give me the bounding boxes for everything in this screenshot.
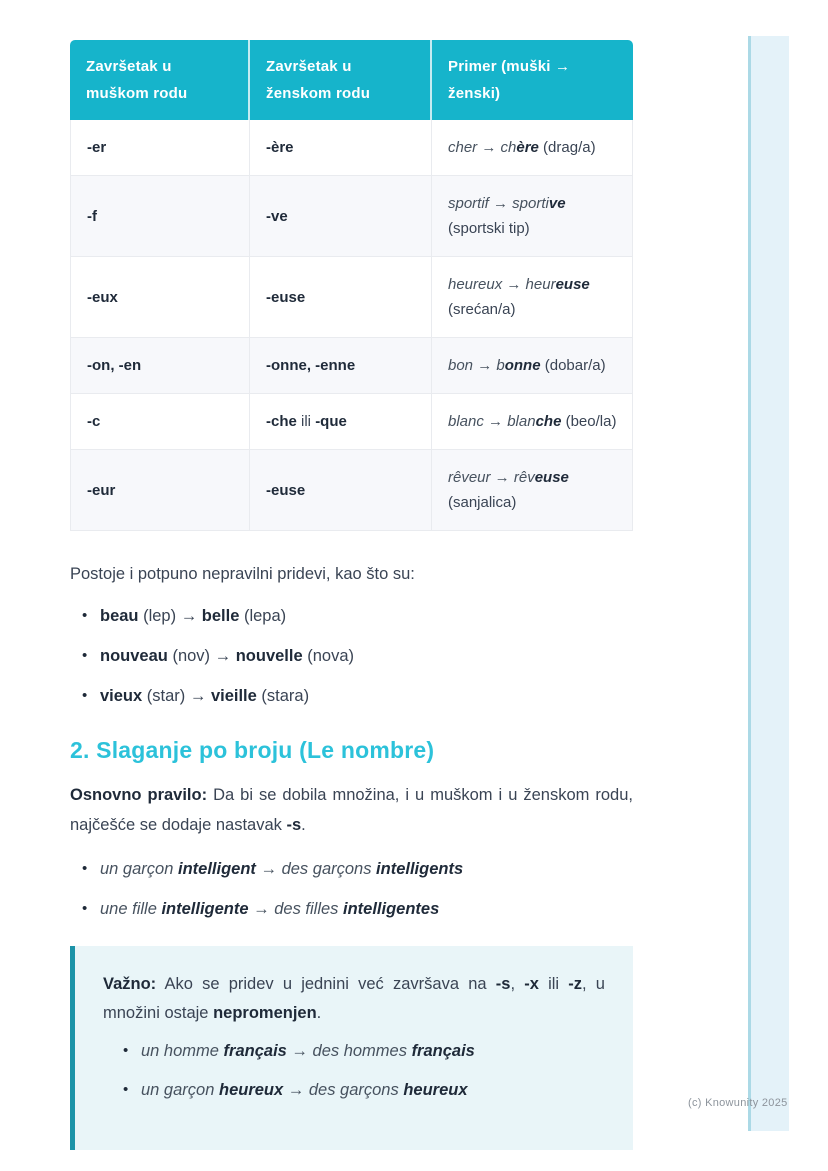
callout-examples-list [121, 1038, 605, 1103]
list-item: • beau (lep) → belle (lepa) [80, 603, 633, 629]
cell-masculine: -c [70, 394, 250, 450]
cell-example: bon → bonne (dobar/a) [432, 338, 633, 394]
cell-example: sportif → sportive (sportski tip) [432, 176, 633, 257]
table-row [70, 257, 633, 338]
scrollbar-track[interactable] [748, 36, 789, 1131]
irregular-intro-text: Postoje i potpuno nepravilni pridevi, kao što su: [70, 565, 415, 583]
document-content [70, 40, 633, 1150]
table-row [70, 450, 633, 531]
column-header-example: Primer (muški → ženski) [432, 40, 633, 120]
cell-feminine: -euse [250, 450, 432, 531]
cell-masculine: -eux [70, 257, 250, 338]
cell-feminine: -euse [250, 257, 432, 338]
cell-example: heureux → heureuse (srećan/a) [432, 257, 633, 338]
cell-example: cher → chère (drag/a) [432, 120, 633, 176]
cell-masculine: -er [70, 120, 250, 176]
column-header-masculine: Završetak u muškom rodu [70, 40, 250, 120]
cell-example: blanc → blanche (beo/la) [432, 394, 633, 450]
list-item: • nouveau (nov) → nouvelle (nova) [80, 643, 633, 669]
section-heading-number: 2. Slaganje po broju (Le nombre) [70, 737, 435, 763]
cell-feminine: -ère [250, 120, 432, 176]
column-header-feminine: Završetak u ženskom rodu [250, 40, 432, 120]
cell-feminine: -che ili -que [250, 394, 432, 450]
copyright-notice: (c) Knowunity 2025 [688, 1097, 788, 1109]
list-item: • un garçon intelligent → des garçons intelligents [80, 856, 633, 882]
list-item: • un garçon heureux → des garçons heureux [121, 1077, 605, 1103]
list-item: • un homme français → des hommes français [121, 1038, 605, 1064]
table-row [70, 176, 633, 257]
table-row [70, 120, 633, 176]
cell-example: rêveur → rêveuse (sanjalica) [432, 450, 633, 531]
cell-masculine: -on, -en [70, 338, 250, 394]
cell-feminine: -ve [250, 176, 432, 257]
list-item: • vieux (star) → vieille (stara) [80, 683, 633, 709]
table-row [70, 338, 633, 394]
number-rule-paragraph: Osnovno pravilo: Da bi se dobila množina, i u muškom i u ženskom rodu, najčešće se dodaje nastavak -s. [70, 786, 633, 834]
table-header-row [70, 40, 633, 120]
number-examples-list [80, 856, 633, 922]
cell-feminine: -onne, -enne [250, 338, 432, 394]
cell-masculine: -f [70, 176, 250, 257]
important-callout [70, 946, 633, 1150]
list-item: • une fille intelligente → des filles intelligentes [80, 896, 633, 922]
callout-text: Važno: Ako se pridev u jednini već završava na -s, -x ili -z, u množini ostaje nepromenjen. [103, 975, 605, 1022]
table-row [70, 394, 633, 450]
irregular-adjectives-list [80, 603, 633, 709]
cell-masculine: -eur [70, 450, 250, 531]
adjective-endings-table [70, 40, 633, 531]
